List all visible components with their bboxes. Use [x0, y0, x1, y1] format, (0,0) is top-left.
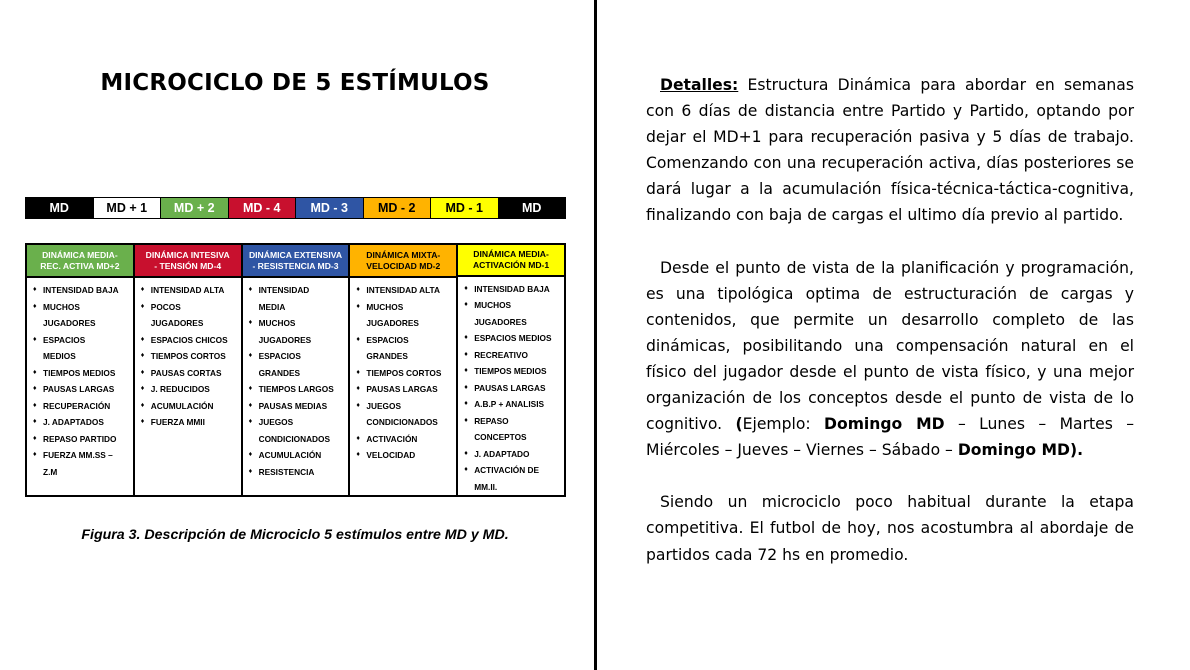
example-end: Domingo MD).: [957, 441, 1083, 460]
dynamics-column: [348, 245, 456, 495]
list-item: ♦ PAUSAS LARGAS: [356, 381, 454, 398]
list-item: ♦ RESISTENCIA: [249, 464, 347, 481]
list-item: ♦ ESPACIOS GRANDES: [249, 348, 347, 381]
md-minus-1-cell: MD - 1: [430, 198, 498, 218]
list-item: ♦ PAUSAS LARGAS: [33, 381, 131, 398]
example-label: Ejemplo:: [742, 415, 825, 434]
list-item: ♦ PAUSAS LARGAS: [464, 380, 562, 397]
list-item: ♦ POCOS JUGADORES: [141, 299, 239, 332]
dynamics-column: [241, 245, 349, 495]
list-item: ♦ TIEMPOS CORTOS: [356, 365, 454, 382]
list-item: ♦ JUEGOS CONDICIONADOS: [356, 398, 454, 431]
figure-caption: Figura 3. Descripción de Microciclo 5 estímulos entre MD y MD.: [81, 527, 509, 543]
list-item: ♦ MUCHOS JUGADORES: [356, 299, 454, 332]
list-item: ♦ REPASO PARTIDO: [33, 431, 131, 448]
dynamics-item-list: [350, 278, 456, 464]
list-item: ♦ ACUMULACIÓN: [249, 447, 347, 464]
list-item: ♦ VELOCIDAD: [356, 447, 454, 464]
dynamics-column-header: DINÁMICA MEDIA- ACTIVACIÓN MD-1: [458, 245, 564, 277]
list-item: ♦ MUCHOS JUGADORES: [464, 297, 562, 330]
list-item: ♦ INTENSIDAD MEDIA: [249, 282, 347, 315]
paragraph-details: [646, 72, 1134, 229]
list-item: ♦ J. ADAPTADO: [464, 446, 562, 463]
dynamics-column: [27, 245, 133, 495]
vertical-divider: [594, 0, 597, 670]
md-plus-1-cell: MD + 1: [93, 198, 161, 218]
list-item: ♦ PAUSAS MEDIAS: [249, 398, 347, 415]
list-item: ♦ A.B.P + ANALISIS: [464, 396, 562, 413]
list-item: ♦ ESPACIOS MEDIOS: [464, 330, 562, 347]
paragraph-conclusion: Siendo un microciclo poco habitual durante la etapa competitiva. El futbol de hoy, nos acostumbra al abordaje de partidos cada 72 hs en promedio.: [646, 493, 1134, 564]
description-text: [646, 72, 1134, 568]
details-text: Estructura Dinámica para abordar en semanas con 6 días de distancia entre Partido y Partido, optando por dejar el MD+1 para recuperación pasiva y 5 días de trabajo. Comenzando con una recuperación activa, días posteriores se dará lugar a la acumulación física-técnica-táctica-cognitiva, finalizando con baja de cargas el ultimo día previo al partido.: [646, 76, 1134, 225]
paren-open: (: [735, 415, 743, 434]
dynamics-item-list: [27, 278, 133, 480]
md-strip: [25, 197, 566, 219]
list-item: ♦ FUERZA MMII: [141, 414, 239, 431]
list-item: ♦ TIEMPOS CORTOS: [141, 348, 239, 365]
list-item: ♦ ESPACIOS MEDIOS: [33, 332, 131, 365]
details-label: Detalles:: [660, 76, 739, 94]
list-item: ♦ RECUPERACIÓN: [33, 398, 131, 415]
list-item: ♦ INTENSIDAD BAJA: [464, 281, 562, 298]
list-item: ♦ ACUMULACIÓN: [141, 398, 239, 415]
dynamics-column-header: DINÁMICA INTESIVA - TENSIÓN MD-4: [135, 245, 241, 278]
md-end-cell: MD: [498, 198, 566, 218]
list-item: ♦ MUCHOS JUGADORES: [249, 315, 347, 348]
dynamics-column-header: DINÁMICA EXTENSIVA - RESISTENCIA MD-3: [243, 245, 349, 278]
list-item: ♦ FUERZA MM.SS – Z.M: [33, 447, 131, 480]
list-item: ♦ ESPACIOS GRANDES: [356, 332, 454, 365]
list-item: ♦ ESPACIOS CHICOS: [141, 332, 239, 349]
paragraph-planning: [646, 255, 1134, 464]
list-item: ♦ TIEMPOS MEDIOS: [464, 363, 562, 380]
list-item: ♦ J. REDUCIDOS: [141, 381, 239, 398]
md-minus-4-cell: MD - 4: [228, 198, 296, 218]
list-item: ♦ TIEMPOS MEDIOS: [33, 365, 131, 382]
md-plus-2-cell: MD + 2: [160, 198, 228, 218]
dynamics-item-list: [135, 278, 241, 431]
dynamics-column-header: DINÁMICA MEDIA- REC. ACTIVA MD+2: [27, 245, 133, 278]
example-days: – Lunes – Martes – Miércoles – Jueves – Viernes – Sábado –: [646, 415, 1135, 460]
dynamics-column: [133, 245, 241, 495]
list-item: ♦ INTENSIDAD BAJA: [33, 282, 131, 299]
page-title: MICROCICLO DE 5 ESTÍMULOS: [100, 70, 490, 96]
list-item: ♦ MUCHOS JUGADORES: [33, 299, 131, 332]
md-cell: MD: [26, 198, 93, 218]
planning-text: Desde el punto de vista de la planificación y programación, es una tipológica optima de estructuración de cargas y contenidos, que permite un desarrollo completo de las dinámicas, posibilitando una compensación natural en el físico del jugador desde el punto de vista físico, y una mejor organización de los conceptos desde el punto de vista de lo cognitivo.: [646, 258, 1134, 434]
dynamics-table: [25, 243, 566, 497]
dynamics-item-list: [458, 277, 564, 496]
dynamics-item-list: [243, 278, 349, 480]
list-item: ♦ INTENSIDAD ALTA: [356, 282, 454, 299]
figure-panel: [0, 0, 590, 670]
list-item: ♦ J. ADAPTADOS: [33, 414, 131, 431]
dynamics-column-header: DINÁMICA MIXTA- VELOCIDAD MD-2: [350, 245, 456, 278]
list-item: ♦ JUEGOS CONDICIONADOS: [249, 414, 347, 447]
list-item: ♦ RECREATIVO: [464, 347, 562, 364]
list-item: ♦ INTENSIDAD ALTA: [141, 282, 239, 299]
list-item: ♦ ACTIVACIÓN: [356, 431, 454, 448]
list-item: ♦ REPASO CONCEPTOS: [464, 413, 562, 446]
md-minus-3-cell: MD - 3: [295, 198, 363, 218]
md-minus-2-cell: MD - 2: [363, 198, 431, 218]
dynamics-column: [456, 245, 564, 495]
example-start: Domingo MD: [824, 415, 945, 434]
list-item: ♦ ACTIVACIÓN DE MM.II.: [464, 462, 562, 495]
list-item: ♦ PAUSAS CORTAS: [141, 365, 239, 382]
list-item: ♦ TIEMPOS LARGOS: [249, 381, 347, 398]
